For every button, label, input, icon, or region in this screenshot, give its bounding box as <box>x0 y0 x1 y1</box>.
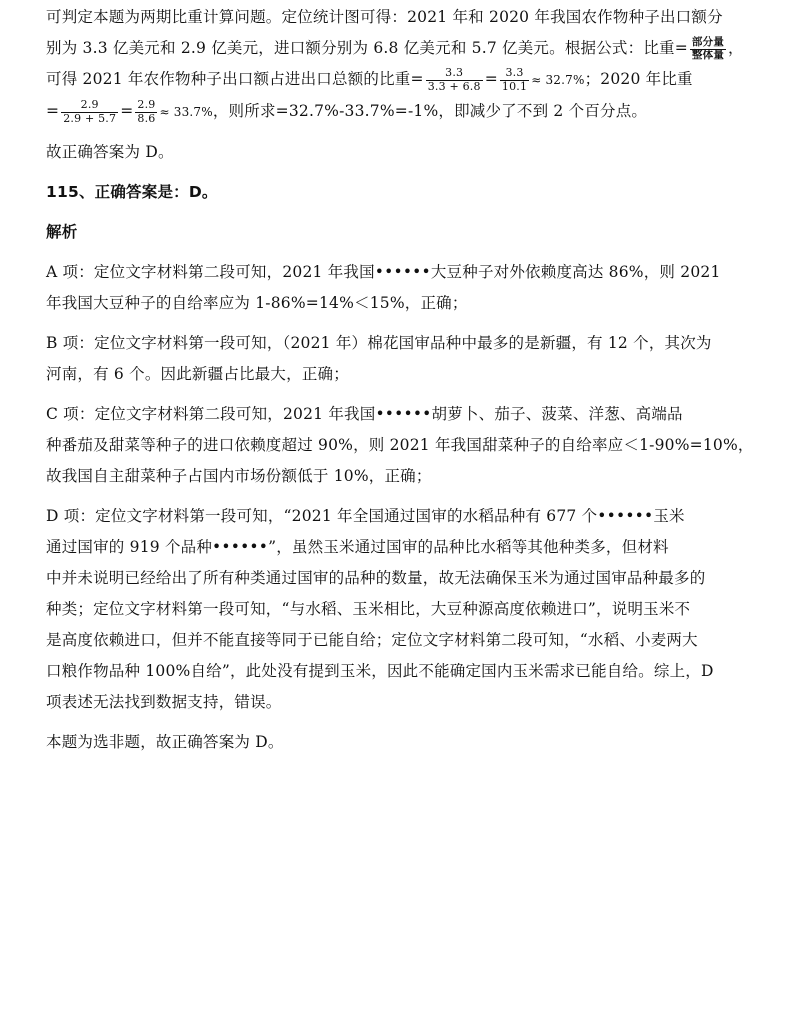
paragraph-ratio-calc <box>46 2 758 128</box>
text-line: C 项：定位文字材料第二段可知，2021 年我国••••••胡萝卜、茄子、菠菜、洋葱、高端品 <box>46 405 683 423</box>
text-line: 种番茄及甜菜等种子的进口依赖度超过 90%，则 2021 年我国甜菜种子的自给率应＜1-90%=10%， <box>46 436 754 454</box>
text-segment: 别为 3.3 亿美元和 2.9 亿美元，进口额分别为 6.8 亿美元和 5.7 亿美元。根据公式：比重 <box>46 39 675 57</box>
equals-sign: = <box>46 102 60 120</box>
text-segment: ，则所求=32.7%-33.7%=-1%，即减少了不到 2 个百分点。 <box>212 102 648 120</box>
answer-paragraph: 故正确答案为 D。 <box>46 143 174 161</box>
fraction <box>135 99 157 124</box>
fraction-numerator: 部分量 <box>691 35 725 48</box>
formula-fraction <box>690 37 726 61</box>
text-line <box>46 33 758 64</box>
comma: ， <box>728 39 744 57</box>
analysis-heading: 解析 <box>46 223 78 241</box>
fraction-numerator: 2.9 <box>61 99 118 112</box>
fraction-numerator: 3.3 <box>500 67 529 80</box>
text-line: D 项：定位文字材料第一段可知，“2021 年全国通过国审的水稻品种有 677 个••••••玉米 <box>46 507 685 525</box>
item-d-paragraph <box>46 501 758 718</box>
fraction-denominator: 10.1 <box>501 79 528 93</box>
equals-sign: = <box>410 70 424 88</box>
text-line: A 项：定位文字材料第二段可知，2021 年我国••••••大豆种子对外依赖度高达 86%，则 2021 <box>46 263 721 281</box>
fraction <box>426 67 483 92</box>
equals-sign: = <box>484 70 498 88</box>
text-line: 项表述无法找到数据支持，错误。 <box>46 693 282 711</box>
final-answer-paragraph: 本题为选非题，故正确答案为 D。 <box>46 733 284 751</box>
equals-sign: = <box>120 102 134 120</box>
fraction-denominator: 整体量 <box>691 48 725 61</box>
text-line: 种类；定位文字材料第一段可知，“与水稻、玉米相比，大豆种源高度依赖进口”，说明玉米不 <box>46 600 691 618</box>
question-115-title: 115、正确答案是：D。 <box>46 183 218 201</box>
item-b-paragraph <box>46 328 758 390</box>
item-a-paragraph <box>46 257 758 319</box>
approx-value: ≈ 33.7% <box>159 105 213 119</box>
text-segment: ；2020 年比重 <box>584 70 693 88</box>
fraction-numerator: 3.3 <box>426 67 483 80</box>
document-page <box>46 0 758 758</box>
text-line: 中并未说明已经给出了所有种类通过国审的品种的数量，故无法确保玉米为通过国审品种最多的 <box>46 569 706 587</box>
fraction-denominator: 2.9 + 5.7 <box>63 111 117 125</box>
text-line: 可判定本题为两期比重计算问题。定位统计图可得：2021 年和 2020 年我国农作物种子出口额分 <box>46 8 723 26</box>
text-line: 年我国大豆种子的自给率应为 1-86%=14%＜15%，正确； <box>46 294 468 312</box>
equals-sign: = <box>674 39 688 57</box>
fraction-numerator: 2.9 <box>137 98 156 112</box>
text-line: 故我国自主甜菜种子占国内市场份额低于 10%，正确； <box>46 467 432 485</box>
fraction-denominator: 8.6 <box>137 111 156 125</box>
text-line: 通过国审的 919 个品种••••••”，虽然玉米通过国审的品种比水稻等其他种类多，但材料 <box>46 538 669 556</box>
text-line: 是高度依赖进口，但并不能直接等同于已能自给；定位文字材料第二段可知，“水稻、小麦两大 <box>46 631 698 649</box>
fraction <box>61 99 118 124</box>
text-segment: 可得 2021 年农作物种子出口额占进出口总额的比重 <box>46 70 411 88</box>
item-c-paragraph <box>46 399 758 492</box>
text-line <box>46 64 758 96</box>
fraction <box>500 67 529 92</box>
fraction-denominator: 3.3 + 6.8 <box>427 79 481 93</box>
text-line <box>46 96 758 128</box>
text-line: 河南，有 6 个。因此新疆占比最大，正确； <box>46 365 349 383</box>
approx-value: ≈ 32.7% <box>531 73 585 87</box>
text-line: 口粮作物品种 100%自给”，此处没有提到玉米，因此不能确定国内玉米需求已能自给。综上，D <box>46 662 714 680</box>
text-line: B 项：定位文字材料第一段可知，（2021 年）棉花国审品种中最多的是新疆，有 12 个，其次为 <box>46 334 712 352</box>
